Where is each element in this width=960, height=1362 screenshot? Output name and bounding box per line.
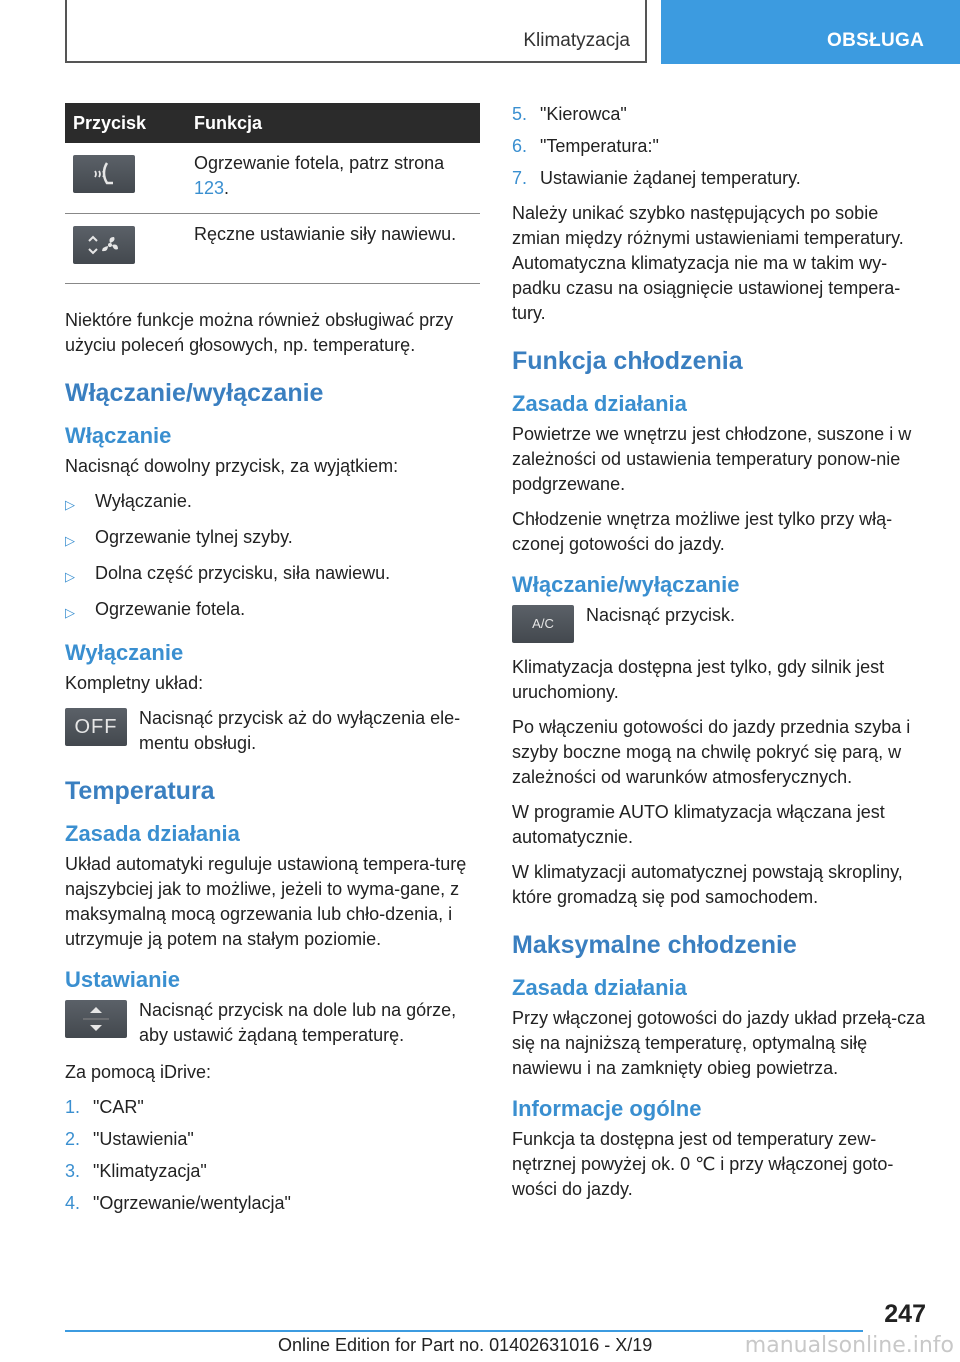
heading-principle: Zasada działania bbox=[512, 975, 687, 1000]
heading-general-info: Informacje ogólne bbox=[512, 1096, 702, 1121]
list-item: 2. "Ustawienia" bbox=[65, 1129, 194, 1149]
ac-text-4: W klimatyzacji automatycznej powstają skropliny, które gromadzą się pod samochodem. bbox=[512, 862, 903, 907]
triangle-bullet-icon: ▷ bbox=[65, 533, 75, 548]
page-link[interactable]: 123 bbox=[194, 178, 225, 198]
temperature-setting-text: Nacisnąć przycisk na dole lub na górze, aby ustawić żądaną temperaturę. bbox=[139, 1000, 457, 1045]
left-column bbox=[65, 103, 480, 1226]
idrive-text: Za pomocą iDrive: bbox=[65, 1062, 212, 1082]
ac-text-3: W programie AUTO klimatyzacja włączana jest automatycznie. bbox=[512, 802, 885, 847]
list-item: ▷ Ogrzewanie fotela. bbox=[65, 597, 480, 625]
heading-on-off-cooling: Włączanie/wyłączanie bbox=[512, 572, 740, 597]
right-column bbox=[512, 102, 927, 1212]
ac-button-text: Nacisnąć przycisk. bbox=[586, 605, 736, 625]
seat-heating-button bbox=[73, 155, 135, 193]
idrive-steps-continued bbox=[512, 102, 927, 191]
list-item: 6. "Temperatura:" bbox=[512, 136, 659, 156]
off-button-text: Nacisnąć przycisk aż do wyłączenia ele-mentu obsługi. bbox=[139, 708, 461, 753]
cooling-text-1: Powietrze we wnętrzu jest chłodzone, suszone i w zależności od ustawienia temperatury ponow-nie podgrzewane. bbox=[512, 424, 912, 494]
heading-principle: Zasada działania bbox=[512, 391, 687, 416]
seat-heating-text: Ogrzewanie fotela, patrz strona bbox=[194, 153, 445, 173]
list-item: 3. "Klimatyzacja" bbox=[65, 1161, 207, 1181]
ac-button: A/C bbox=[512, 605, 574, 643]
off-button: OFF bbox=[65, 708, 127, 746]
fan-icon bbox=[84, 230, 124, 260]
triangle-bullet-icon: ▷ bbox=[65, 569, 75, 584]
list-item: 4. "Ogrzewanie/wentylacja" bbox=[65, 1193, 291, 1213]
fan-button bbox=[73, 226, 135, 264]
button-function-table bbox=[65, 103, 480, 284]
fan-text: Ręczne ustawianie siły nawiewu. bbox=[186, 214, 480, 284]
max-cooling-text: Przy włączonej gotowości do jazdy układ przełą-cza się na najniższą temperaturę, optymalną siłę nawiewu i na zamknięty obieg powietrza. bbox=[512, 1008, 926, 1078]
switch-off-text: Kompletny układ: bbox=[65, 673, 204, 693]
general-info-text: Funkcja ta dostępna jest od temperatury zew-nętrznej powyżej ok. 0 ℃ i przy włączonej goto-wości do jazdy. bbox=[512, 1129, 894, 1199]
list-item: ▷ Wyłączanie. bbox=[65, 489, 480, 517]
page-number: 247 bbox=[884, 1300, 926, 1328]
ac-text-2: Po włączeniu gotowości do jazdy przednia szyba i szyby boczne mogą na chwilę pokryć się parą, w zależności od warunków atmosferycznych. bbox=[512, 717, 911, 787]
list-item: 1. "CAR" bbox=[65, 1097, 144, 1117]
table-header-function: Funkcja bbox=[186, 103, 480, 143]
list-item: 5. "Kierowca" bbox=[512, 104, 627, 124]
up-down-arrows-icon bbox=[81, 1000, 111, 1038]
voice-intro: Niektóre funkcje można również obsługiwać przy użyciu poleceń głosowych, np. temperaturę. bbox=[65, 310, 454, 355]
table-row: Ogrzewanie fotela, patrz strona 123. bbox=[65, 143, 480, 214]
heading-principle: Zasada działania bbox=[65, 821, 240, 846]
heading-temperature: Temperatura bbox=[65, 777, 215, 805]
temperature-note: Należy unikać szybko następujących po sobie zmian między różnymi ustawieniami temperatury. Automatyczna klimatyzacja nie ma w takim wy-padku czasu na osiągnięcie ustawionej tempera-tury. bbox=[512, 203, 904, 323]
watermark: manualsonline.info bbox=[744, 1333, 954, 1358]
idrive-steps bbox=[65, 1095, 480, 1216]
heading-on-off: Włączanie/wyłączanie bbox=[65, 379, 324, 407]
footer-divider bbox=[65, 1330, 863, 1332]
switch-on-text: Nacisnąć dowolny przycisk, za wyjątkiem: bbox=[65, 456, 399, 476]
edition-text: Online Edition for Part no. 01402631016 - X/19 bbox=[278, 1335, 653, 1355]
cooling-text-2: Chłodzenie wnętrza możliwe jest tylko przy włą-czonej gotowości do jazdy. bbox=[512, 509, 893, 554]
heading-switch-on: Włączanie bbox=[65, 423, 172, 448]
temperature-button bbox=[65, 1000, 127, 1038]
seat-heating-icon bbox=[89, 159, 119, 189]
ac-text-1: Klimatyzacja dostępna jest tylko, gdy silnik jest uruchomiony. bbox=[512, 657, 885, 702]
list-item: ▷ Ogrzewanie tylnej szyby. bbox=[65, 525, 480, 553]
section-title: Klimatyzacja bbox=[523, 30, 630, 51]
list-item: ▷ Dolna część przycisku, siła nawiewu. bbox=[65, 561, 480, 589]
list-item: 7. Ustawianie żądanej temperatury. bbox=[512, 168, 801, 188]
table-header-button: Przycisk bbox=[65, 103, 186, 143]
triangle-bullet-icon: ▷ bbox=[65, 605, 75, 620]
temperature-principle-text: Układ automatyki reguluje ustawioną tempera-turę najszybciej jak to możliwe, jeżeli to wyma-gane, z maksymalną mocą ogrzewania lub chło-dzenia, i utrzymuje ją potem na stałym poziomie. bbox=[65, 854, 467, 949]
heading-switch-off: Wyłączanie bbox=[65, 640, 184, 665]
heading-setting: Ustawianie bbox=[65, 967, 180, 992]
heading-cooling: Funkcja chłodzenia bbox=[512, 347, 743, 375]
triangle-bullet-icon: ▷ bbox=[65, 497, 75, 512]
chapter-tab: OBSŁUGA bbox=[661, 0, 960, 64]
table-row bbox=[65, 214, 480, 284]
exception-list bbox=[65, 489, 480, 625]
heading-max-cooling: Maksymalne chłodzenie bbox=[512, 931, 797, 959]
